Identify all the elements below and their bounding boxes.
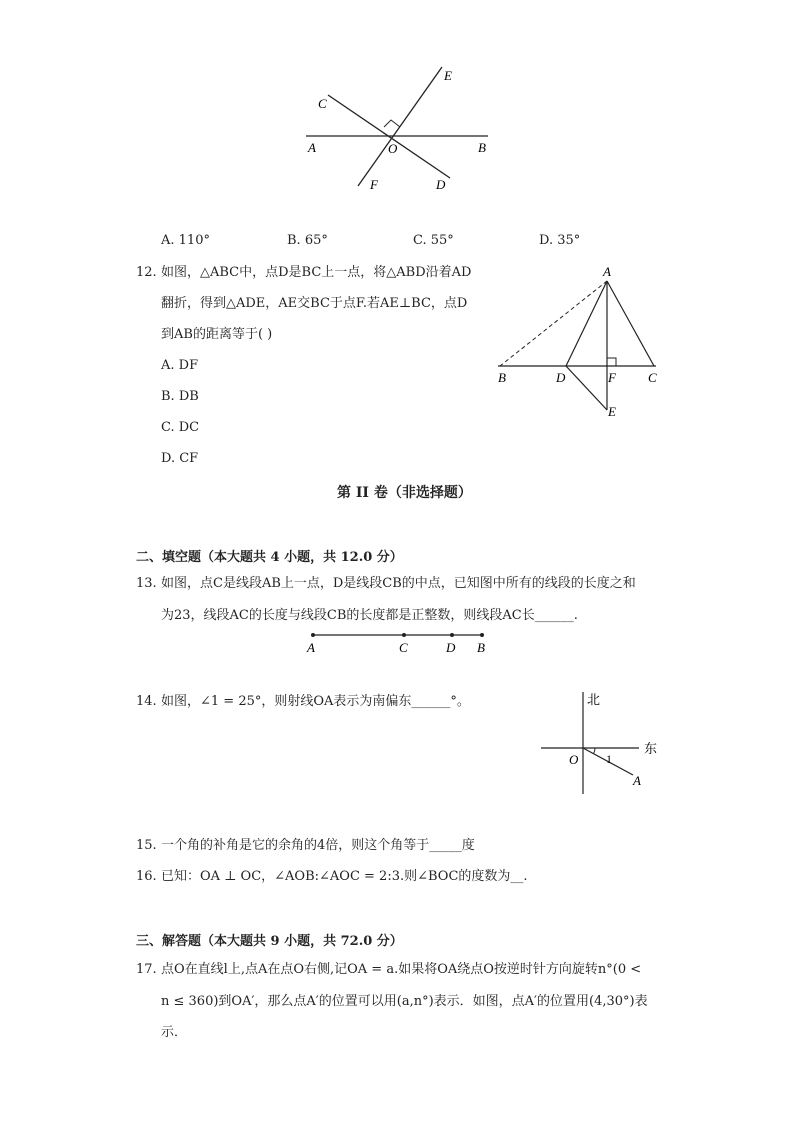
point-d [450, 633, 454, 637]
q15-number: 15. [136, 838, 157, 853]
label-c: C [648, 370, 657, 385]
figure-q13 [300, 626, 500, 658]
q11-option-c[interactable]: C. 55° [413, 233, 454, 248]
figure-q11 [300, 60, 500, 200]
q12-line-2: 翻折，得到△ADE，AE交BC于点F.若AE⊥BC，点D [161, 296, 468, 311]
point-c [402, 633, 406, 637]
q11-option-b[interactable]: B. 65° [287, 233, 328, 248]
q13-line-1: 如图，点C是线段AB上一点，D是线段CB的中点，已知图中所有的线段的长度之和 [161, 576, 636, 591]
label-c: C [399, 640, 408, 655]
figure-q12 [490, 262, 670, 422]
q17-line-1: 点O在直线l上,点A在点O右侧,记OA = a.如果将OA绕点O按逆时针方向旋转n°(0 < [161, 962, 642, 977]
part2-title: 第 II 卷（非选择题） [337, 485, 472, 501]
label-d: D [556, 370, 566, 385]
label-a: A [308, 140, 316, 155]
label-o: O [388, 141, 398, 156]
q17-number: 17. [136, 962, 157, 977]
q16-number: 16. [136, 869, 157, 884]
q11-option-d[interactable]: D. 35° [539, 233, 581, 248]
q12-line-1: 如图，△ABC中，点D是BC上一点，将△ABD沿着AD [161, 265, 472, 280]
label-c: C [318, 96, 327, 111]
label-o: O [569, 752, 579, 767]
label-b: B [498, 370, 506, 385]
label-a: A [633, 773, 641, 788]
segment-ab-dashed [500, 281, 607, 366]
q12-line-3: 到AB的距离等于( ) [161, 327, 273, 342]
label-d: D [446, 640, 456, 655]
q14-text: 如图，∠1 = 25°，则射线OA表示为南偏东______°。 [161, 694, 470, 709]
q12-option-b[interactable]: B. DB [161, 389, 199, 404]
q13-line-2: 为23，线段AC的长度与线段CB的长度都是正整数，则线段AC长______. [161, 608, 578, 623]
q17-line-3: 示． [161, 1025, 188, 1040]
q12-option-d[interactable]: D. CF [161, 451, 199, 466]
segment-ad [566, 281, 607, 366]
section-2-heading: 二、填空题（本大题共 4 小题，共 12.0 分） [136, 550, 403, 565]
section-3-heading: 三、解答题（本大题共 9 小题，共 72.0 分） [136, 934, 403, 949]
label-north: 北 [587, 692, 601, 707]
segment-ac [607, 281, 654, 366]
label-e: E [444, 68, 452, 83]
q15-text: 一个角的补角是它的余角的4倍，则这个角等于_____度 [161, 838, 475, 853]
label-f: F [608, 370, 616, 385]
label-a: A [603, 264, 611, 279]
q12-option-a[interactable]: A. DF [161, 358, 199, 373]
point-b [480, 633, 484, 637]
label-b: B [478, 140, 486, 155]
label-b: B [477, 640, 485, 655]
figure-q14 [535, 688, 695, 798]
label-1: 1 [606, 752, 612, 766]
label-e: E [608, 404, 616, 419]
q17-line-2: n ≤ 360)到OA′，那么点A′的位置可以用(a,n°)表示．如图，点A′的位置用(4,30°)表 [161, 994, 648, 1009]
q11-option-a[interactable]: A. 110° [161, 233, 210, 248]
q12-number: 12. [136, 265, 157, 280]
label-east: 东 [644, 741, 658, 756]
q13-number: 13. [136, 576, 157, 591]
point-a [311, 633, 315, 637]
right-angle-mark [384, 120, 400, 127]
right-angle-mark-f [607, 358, 616, 366]
segment-de [566, 366, 607, 410]
label-f: F [370, 177, 378, 192]
label-a: A [307, 640, 315, 655]
q14-number: 14. [136, 694, 157, 709]
q16-text: 已知：OA ⊥ OC，∠AOB:∠AOC = 2:3.则∠BOC的度数为__. [161, 869, 528, 884]
angle-arc [594, 748, 595, 754]
q12-option-c[interactable]: C. DC [161, 420, 200, 435]
label-d: D [436, 177, 446, 192]
